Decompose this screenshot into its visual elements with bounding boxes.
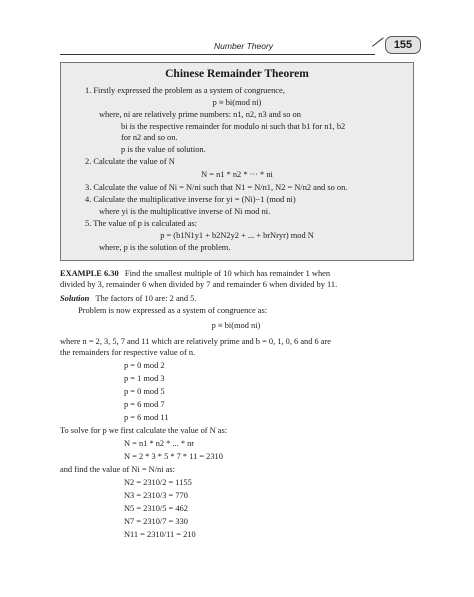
theorem-line: where yi is the multiplicative inverse of Ni mod ni. (99, 207, 271, 216)
example-statement-1: Find the smallest multiple of 10 which has remainder 1 when (124, 269, 331, 278)
theorem-line: 2. Calculate the value of N (85, 157, 175, 166)
running-title: Number Theory (214, 41, 274, 51)
theorem-line: 5. The value of p is calculated as: (85, 219, 197, 228)
theorem-line: N = n1 * n2 * ··· * ni (201, 170, 273, 179)
ni-value: N11 = 2310/11 = 210 (124, 530, 196, 539)
page-number: 155 (385, 36, 421, 54)
theorem-line: p ≡ bi(mod ni) (212, 98, 262, 107)
solution-line (60, 293, 196, 304)
where-line-1: where n = 2, 3, 5, 7 and 11 which are relatively prime and b = 0, 1, 0, 6 and 6 are (60, 337, 332, 346)
ni-value: N3 = 2310/3 = 770 (124, 491, 188, 500)
solution-text: The factors of 10 are: 2 and 5. (95, 294, 197, 303)
congruence-item: p = 6 mod 11 (124, 413, 169, 422)
find-ni-line: and find the value of Ni = N/ni as: (60, 465, 175, 474)
theorem-line: p is the value of solution. (121, 145, 206, 154)
theorem-line: 1. Firstly expressed the problem as a system of congruence, (85, 86, 285, 95)
theorem-line: p = (b1N1y1 + b2N2y2 + ... + brNryr) mod N (160, 231, 314, 240)
n-formula: N = n1 * n2 * ... * nr (124, 439, 195, 448)
theorem-box (60, 62, 414, 261)
ni-value: N2 = 2310/2 = 1155 (124, 478, 192, 487)
solve-line: To solve for p we first calculate the value of N as: (60, 426, 228, 435)
theorem-line: bi is the respective remainder for modulo ni such that b1 for n1, b2 (121, 122, 346, 131)
congruence-item: p = 0 mod 2 (124, 361, 165, 370)
theorem-line: 4. Calculate the multiplicative inverse for yi = (Ni)−1 (mod ni) (85, 195, 296, 204)
congruence-formula: p ≡ bi(mod ni) (211, 321, 261, 330)
header-rule-slant (372, 37, 384, 46)
problem-line: Problem is now expressed as a system of congruence as: (78, 306, 268, 315)
example-statement-2: divided by 3, remainder 6 when divided by 7 and remainder 6 when divided by 11. (60, 280, 338, 289)
header-rule (60, 54, 375, 55)
theorem-title: Chinese Remainder Theorem (165, 68, 309, 80)
theorem-line: where, p is the solution of the problem. (99, 243, 231, 252)
theorem-line: where, ni are relatively prime numbers: n1, n2, n3 and so on (99, 110, 301, 119)
solution-label: Solution (60, 294, 90, 303)
example-heading-line (60, 268, 330, 279)
n-value: N = 2 * 3 * 5 * 7 * 11 = 2310 (124, 452, 223, 461)
congruence-item: p = 1 mod 3 (124, 374, 165, 383)
example-label: EXAMPLE 6.30 (60, 269, 119, 278)
where-line-2: the remainders for respective value of n. (60, 348, 196, 357)
page-header (0, 0, 474, 52)
theorem-line: for n2 and so on. (121, 133, 178, 142)
theorem-line: 3. Calculate the value of Ni = N/ni such that N1 = N/n1, N2 = N/n2 and so on. (85, 183, 348, 192)
ni-value: N5 = 2310/5 = 462 (124, 504, 188, 513)
congruence-item: p = 6 mod 7 (124, 400, 165, 409)
congruence-item: p = 0 mod 5 (124, 387, 165, 396)
ni-value: N7 = 2310/7 = 330 (124, 517, 188, 526)
